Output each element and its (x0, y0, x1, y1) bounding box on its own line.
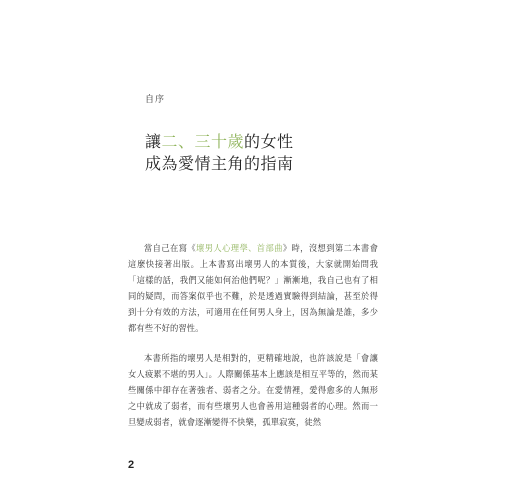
title-accent: 二、三十歲 (161, 132, 245, 151)
paragraph-1 (128, 240, 378, 336)
paragraph-1-post: 》時，沒想到第二本書會這麼快接著出版。上本書寫出壞男人的本質後，大家就開始問我「這樣的話，我們又能如何治他們呢？」漸漸地，我自己也有了相同的疑問，而答案似乎也不難，於是透過實驗得到結論，甚至於得到十分有效的方法，可適用在任何男人身上，因為無論是誰，多少都有些不好的習性。 (128, 243, 378, 333)
page-number: 2 (128, 459, 135, 471)
book-title-accent: 壞男人心理學、首部曲 (196, 243, 283, 253)
paragraph-2-text: 本書所指的壞男人是相對的，更精確地說，也許該說是「會讓女人疲累不堪的男人」。人際關係基本上應該是相互平等的，然而某些關係中卻存在著強者、弱者之分。在愛情裡，愛得愈多的人無形之中就成了弱者，而有些壞男人也會善用這種弱者的心理。然而一旦變成弱者，就會逐漸變得不快樂，孤單寂寞，徒然 (128, 353, 378, 427)
body-text (128, 240, 378, 444)
title-line-2: 成為愛情主角的指南 (145, 154, 294, 173)
chapter-title (145, 131, 294, 175)
paragraph-1-pre: 當自己在寫《 (144, 243, 197, 253)
section-label: 自序 (145, 95, 166, 105)
title-line-1-pre: 讓 (145, 132, 162, 151)
title-line-1 (145, 131, 294, 153)
paragraph-2 (128, 350, 378, 430)
title-line-1-post: 的女性 (244, 132, 294, 151)
